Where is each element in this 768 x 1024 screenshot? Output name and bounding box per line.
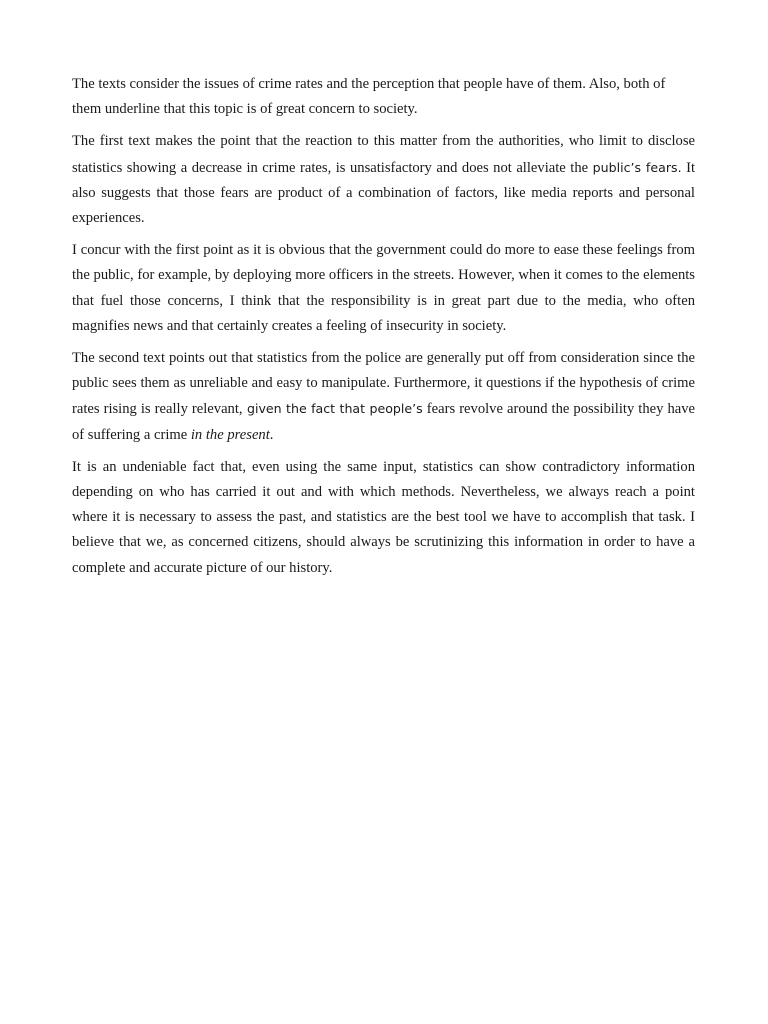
paragraph-4-text-end: . — [269, 426, 274, 443]
paragraph-2-text-end: It also suggests that those fears are product of a combination of factors, like media reports and personal experiences. — [72, 159, 695, 227]
document-body — [72, 72, 695, 588]
paragraph-4-text-start: The second text points out that statistics from the police are generally put off from consideration since the public sees them as unreliable and easy to manipulate. Furthermore, it questions if the hypothesis of crime rates rising is really relevant, — [72, 350, 695, 418]
paragraph-5: It is an undeniable fact that, even using the same input, statistics can show contradictory information depending on who has carried it out and with which methods. Nevertheless, we always reach a point where it is necessary to assess the past, and statistics are the best tool we have to accomplish that task. I believe that we, as concerned citizens, should always be scrutinizing this information in order to have a complete and accurate picture of our history. — [72, 458, 695, 576]
paragraph-2 — [72, 129, 695, 231]
paragraph-4-text-middle: fears revolve around the possibility they have of suffering a crime — [72, 401, 696, 443]
paragraph-2-alt-font-text: public’s fears. — [592, 159, 682, 175]
paragraph-2-text-start: The first text makes the point that the reaction to this matter from the authorities, who limit to disclose statistics showing a decrease in crime rates, is unsatisfactory and does not alleviate the — [72, 133, 695, 176]
paragraph-4-italic-text: in the present — [190, 426, 270, 443]
paragraph-4-alt-font-text: given the fact that people’s — [242, 401, 423, 417]
paragraph-3: I concur with the first point as it is obvious that the government could do more to ease these feelings from the public, for example, by deploying more officers in the streets. However, when it comes to the elements that fuel those concerns, I think that the responsibility is in great part due to the media, who often magnifies news and that certainly creates a feeling of insecurity in society. — [72, 242, 695, 334]
paragraph-1: The texts consider the issues of crime rates and the perception that people have of them. Also, both of them underline that this topic is of great concern to society. — [72, 76, 666, 118]
paragraph-4 — [72, 346, 695, 448]
